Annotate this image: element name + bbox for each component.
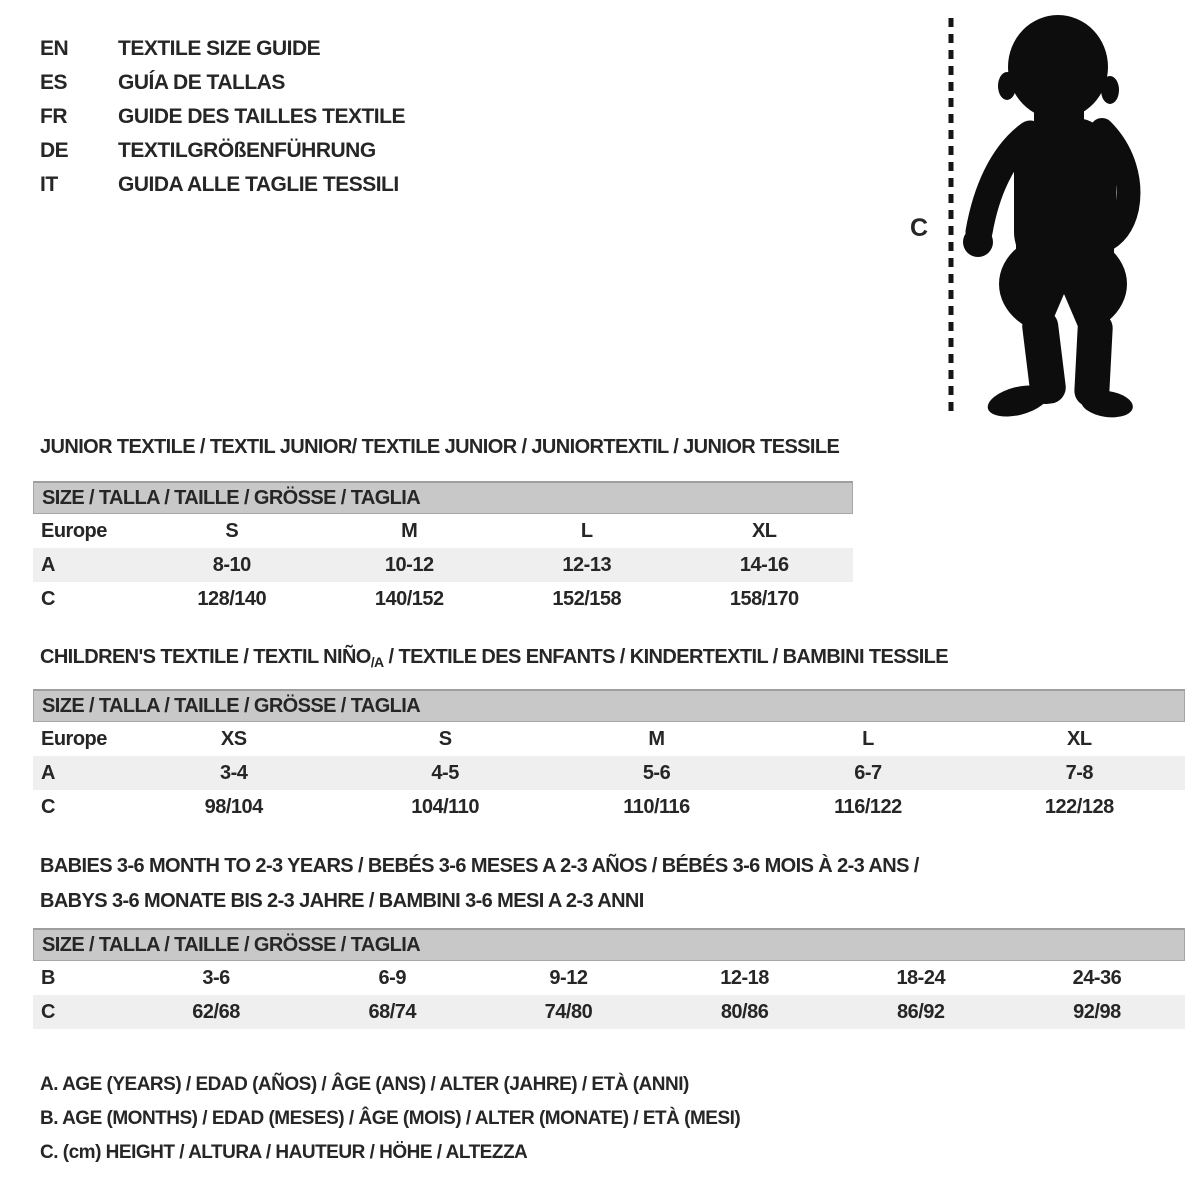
row-label: C (41, 588, 55, 610)
table-cell: 158/170 (729, 588, 799, 610)
table-cell: 7-8 (1065, 762, 1094, 784)
babies-size-table (33, 928, 1185, 1029)
legend-line-a: A. AGE (YEARS) / EDAD (AÑOS) / ÂGE (ANS) / ALTER (JAHRE) / ETÀ (ANNI) (40, 1074, 689, 1095)
table-cell: XS (220, 728, 247, 750)
table-cell: 3-6 (202, 967, 230, 989)
junior-row-height (33, 582, 853, 616)
table-cell: 12-18 (720, 967, 769, 989)
language-code: DE (40, 139, 69, 162)
table-cell: 68/74 (368, 1001, 417, 1023)
language-title: GUIDE DES TAILLES TEXTILE (118, 105, 405, 128)
legend-line-b: B. AGE (MONTHS) / EDAD (MESES) / ÂGE (MOIS) / ALTER (MONATE) / ETÀ (MESI) (40, 1108, 741, 1129)
babies-section-title-line2: BABYS 3-6 MONATE BIS 2-3 JAHRE / BAMBINI 3-6 MESI A 2-3 ANNI (40, 890, 644, 912)
babies-row-months (33, 961, 1185, 995)
children-title-main: CHILDREN'S TEXTILE / TEXTIL NIÑO (40, 646, 371, 668)
table-cell: 3-4 (220, 762, 248, 784)
table-cell: 5-6 (642, 762, 671, 784)
table-cell: 80/86 (720, 1001, 769, 1023)
table-cell: 8-10 (212, 554, 251, 576)
table-cell: 110/116 (623, 796, 690, 818)
language-title: TEXTILE SIZE GUIDE (118, 37, 321, 60)
table-cell: 104/110 (411, 796, 479, 818)
table-cell: XL (751, 520, 777, 542)
row-label: C (41, 796, 55, 818)
babies-section-title-line1: BABIES 3-6 MONTH TO 2-3 YEARS / BEBÉS 3-6 MESES A 2-3 AÑOS / BÉBÉS 3-6 MOIS À 2-3 ANS / (40, 855, 919, 877)
language-code: FR (40, 105, 67, 128)
language-code: EN (40, 37, 69, 60)
legend-line-c: C. (cm) HEIGHT / ALTURA / HAUTEUR / HÖHE / ALTEZZA (40, 1142, 528, 1163)
toddler-silhouette (963, 15, 1135, 422)
row-label: A (41, 762, 55, 784)
table-cell: 98/104 (204, 796, 263, 818)
height-indicator-label: C (910, 214, 928, 242)
table-cell: M (401, 520, 418, 542)
row-label: C (41, 1001, 55, 1023)
table-cell: 9-12 (549, 967, 588, 989)
language-row-it (40, 168, 405, 202)
table-cell: 92/98 (1073, 1001, 1121, 1023)
children-row-europe (33, 722, 1185, 756)
table-cell: 62/68 (192, 1001, 240, 1023)
table-cell: 116/122 (834, 796, 902, 818)
language-title: GUIDA ALLE TAGLIE TESSILI (118, 173, 399, 196)
toddler-silhouette-image (930, 12, 1200, 422)
row-label: A (41, 554, 55, 576)
language-row-fr (40, 100, 405, 134)
table-cell: S (438, 728, 452, 750)
babies-table-header: SIZE / TALLA / TAILLE / GRÖSSE / TAGLIA (33, 928, 1185, 961)
language-row-de (40, 134, 405, 168)
junior-size-table (33, 481, 853, 616)
table-cell: 122/128 (1044, 796, 1114, 818)
table-cell: 12-13 (562, 554, 612, 576)
table-cell: 74/80 (544, 1001, 593, 1023)
table-cell: XL (1067, 728, 1092, 750)
table-cell: 152/158 (552, 588, 622, 610)
junior-section-title: JUNIOR TEXTILE / TEXTIL JUNIOR/ TEXTILE JUNIOR / JUNIORTEXTIL / JUNIOR TESSILE (40, 436, 840, 458)
table-cell: 6-7 (854, 762, 882, 784)
babies-row-height (33, 995, 1185, 1029)
language-code: IT (40, 173, 58, 196)
table-cell: 4-5 (431, 762, 459, 784)
language-guide-list (40, 32, 405, 202)
table-cell: 128/140 (197, 588, 267, 610)
table-cell: L (862, 728, 874, 750)
row-label: Europe (41, 520, 107, 542)
language-row-en (40, 32, 405, 66)
table-cell: 14-16 (739, 554, 789, 576)
children-section-title (40, 646, 948, 670)
table-cell: 18-24 (896, 967, 946, 989)
children-row-height (33, 790, 1185, 824)
table-cell: L (580, 520, 593, 542)
language-code: ES (40, 71, 68, 94)
children-title-rest: / TEXTILE DES ENFANTS / KINDERTEXTIL / BAMBINI TESSILE (383, 646, 949, 668)
children-table-header: SIZE / TALLA / TAILLE / GRÖSSE / TAGLIA (33, 689, 1185, 722)
junior-row-age (33, 548, 853, 582)
legend (40, 1068, 740, 1170)
children-title-subscript: /A (370, 654, 384, 670)
children-row-age (33, 756, 1185, 790)
junior-table-header: SIZE / TALLA / TAILLE / GRÖSSE / TAGLIA (33, 481, 853, 514)
table-cell: 24-36 (1072, 967, 1122, 989)
table-cell: 140/152 (374, 588, 444, 610)
row-label: B (41, 967, 55, 989)
language-title: TEXTILGRÖßENFÜHRUNG (118, 139, 376, 162)
table-cell: 86/92 (896, 1001, 945, 1023)
row-label: Europe (41, 728, 107, 750)
table-cell: 10-12 (384, 554, 434, 576)
junior-row-europe (33, 514, 853, 548)
children-size-table (33, 689, 1185, 824)
table-cell: S (225, 520, 239, 542)
language-row-es (40, 66, 405, 100)
table-cell: 6-9 (378, 967, 406, 989)
table-cell: M (648, 728, 665, 750)
language-title: GUÍA DE TALLAS (118, 71, 285, 94)
